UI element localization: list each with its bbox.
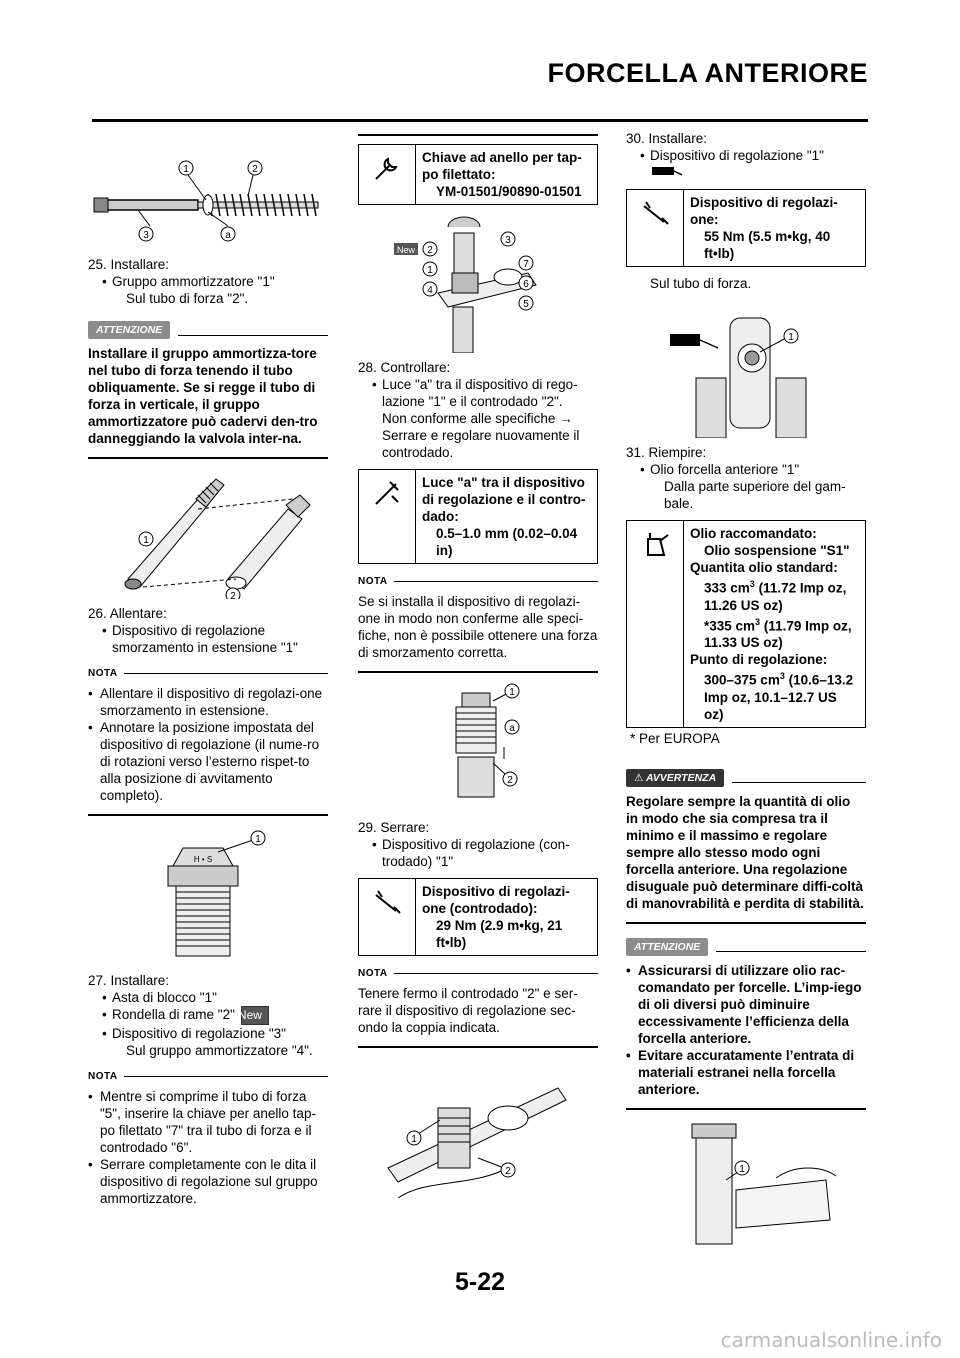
torque-wrench-icon (627, 190, 684, 266)
divider (358, 671, 598, 673)
figure-adjuster (88, 826, 328, 966)
nota4-text: Tenere fermo il controdado "2" e ser-rare il dispositivo di regolazione sec-ondo la coppia indicata. (358, 986, 578, 1035)
step-25-bullet: • Gruppo ammortizzatore "1" (88, 273, 328, 290)
divider (88, 457, 328, 459)
figure-oil-fill (626, 1120, 866, 1250)
step-26-bullet: • Dispositivo di regolazione smorzamento in estensione "1" (88, 622, 328, 656)
step-30-bullet: • Dispositivo di regolazione "1" (626, 147, 866, 164)
svg-text:2: 2 (505, 1166, 511, 1177)
attenzione-badge: ATTENZIONE (88, 321, 170, 339)
step-28-cont-1: Non conforme alle specifiche → (382, 411, 573, 426)
divider (358, 134, 598, 136)
nota-header-3: NOTA (358, 576, 598, 587)
svg-text:1: 1 (427, 265, 433, 276)
svg-text:a: a (509, 723, 515, 734)
step-28-bullet: • Luce "a" tra il dispositivo di rego-lazione "1" e il controdado "2". (358, 376, 598, 410)
figure-damper-assembly (88, 130, 328, 250)
callout-1: 1 (255, 834, 261, 845)
step-27-bullet-3: • Dispositivo di regolazione "3" (88, 1025, 328, 1042)
callout-2: 2 (252, 164, 258, 175)
attenzione2-item-1: • Assicurarsi di utilizzare olio rac-comandato per forcelle. L’imp-iego di oli diversi può diminuire eccessivamente l’efficienza della forcella anteriore. (626, 962, 866, 1047)
step-30-cont: Sul tubo di forza. (650, 276, 752, 291)
page-title: FORCELLA ANTERIORE (547, 58, 868, 88)
divider (358, 1046, 598, 1048)
step-25-title: 25. Installare: (88, 257, 170, 272)
nota3-text: Se si installa il dispositivo di regolazi-one in modo non conferme alle speci-fiche, non è possibile ottenere una forza di smorzamento corretta. (358, 594, 598, 660)
nota-header-2: NOTA (88, 1071, 328, 1082)
callout-2: 2 (230, 591, 236, 599)
attenzione2-item-2: • Evitare accuratamente l’entrata di materiali estranei nella forcella anteriore. (626, 1047, 866, 1098)
svg-text:7: 7 (523, 259, 529, 270)
step-29-bullet: • Dispositivo di regolazione (con-trodado) "1" (358, 836, 598, 870)
avvertenza-header (626, 769, 866, 787)
callout-3: 3 (143, 230, 149, 241)
step-31-title: 31. Riempire: (626, 445, 707, 460)
svg-text:4: 4 (427, 285, 433, 296)
nota1-item-2: • Annotare la posizione impostata del dispositivo di regolazione (il nume-ro di rotazioni verso l’esterno rispet-to alla posizione di avvitamento completo). (88, 719, 328, 804)
svg-text:1: 1 (411, 1134, 417, 1145)
step-31-cont: Dalla parte superiore del gam-bale. (664, 479, 846, 511)
step-28-title: 28. Controllare: (358, 360, 451, 375)
caliper-icon (359, 470, 416, 563)
callout-a: a (225, 230, 231, 241)
svg-text:2: 2 (507, 775, 513, 786)
figure-clearance (358, 683, 598, 813)
new-tag: New (241, 1006, 269, 1025)
watermark: carmanualsonline.info (720, 1328, 942, 1352)
attenzione-badge: ATTENZIONE (626, 938, 708, 956)
figure-locknut-wrench (358, 213, 598, 353)
column-middle (358, 130, 598, 1214)
step-29-title: 29. Serrare: (358, 820, 430, 835)
nota1-item-1: • Allentare il dispositivo di regolazi-one smorzamento in estensione. (88, 685, 328, 719)
svg-text:H • S: H • S (193, 855, 213, 864)
avvertenza-badge: ⚠ AVVERTENZA (626, 769, 724, 787)
divider (626, 1108, 866, 1110)
spec-box-oil: Olio raccomandato: Olio sospensione "S1" Quantita olio standard: 333 $cm^3$ (11.72 Imp oz, 11.26 US oz) *335 $cm^3$ (11.79 Imp oz, 11.33 US oz) Punto di regolazione: 300–375 $cm^3$ (10.6–13.2 Imp oz, 10.1–12.7 US oz) (626, 520, 866, 728)
spec-box-clearance: Luce "a" tra il dispositivo di regolazione e il contro- dado: 0.5–1.0 mm (0.02–0.04 in) (358, 469, 598, 564)
header-rule (92, 119, 868, 122)
callout-1: 1 (183, 164, 189, 175)
figure-tighten (358, 1058, 598, 1208)
oil-can-icon (627, 521, 684, 727)
nota2-item-2: • Serrare completamente con le dita il dispositivo di regolazione sul gruppo ammortizzatore. (88, 1156, 328, 1207)
column-left (88, 130, 328, 1207)
callout-1: 1 (143, 535, 149, 546)
step-26-title: 26. Allentare: (88, 606, 167, 621)
nota-header-4: NOTA (358, 968, 598, 979)
step-27-cont: Sul gruppo ammortizzatore "4". (126, 1043, 313, 1058)
attenzione-text-1: Installare il gruppo ammortizza-tore nel tubo di forza tenendo il tubo obliquamente. Se si regge il tubo di forza in verticale, il gruppo ammortizzatore può cadervi den-tro danneggiando la valvola inter-na. (88, 346, 318, 446)
page-number: 5-22 (454, 1268, 506, 1296)
new-tag: New (396, 245, 416, 255)
avvertenza-text: Regolare sempre la quantità di olio in modo che sia compresa tra il minimo e il massimo e regolare sempre allo stesso modo ogni forcella anteriore. Una regolazione disuguale può determinare diffi-coltà di manovrabilità e perdita di stabilità. (626, 793, 864, 911)
svg-text:6: 6 (523, 279, 529, 290)
figure-insert-damper (88, 469, 328, 599)
divider (626, 922, 866, 924)
step-27-bullet-1: • Asta di blocco "1" (88, 989, 328, 1006)
tool-icon (626, 164, 866, 181)
column-right (626, 130, 866, 1256)
svg-text:1: 1 (739, 1163, 745, 1175)
step-28-cont-2: Serrare e regolare nuovamente il controdado. (382, 428, 580, 460)
svg-text:1: 1 (509, 687, 515, 698)
spec-box-torque-2: Dispositivo di regolazi- one: 55 Nm (5.5 m•kg, 40 ft•lb) (626, 189, 866, 267)
attenzione-header-1 (88, 321, 328, 339)
step-31-bullet: • Olio forcella anteriore "1" (626, 461, 866, 478)
nota-header-1: NOTA (88, 668, 328, 679)
attenzione-header-2 (626, 938, 866, 956)
step-25-cont: Sul tubo di forza "2". (126, 291, 249, 306)
spec-box-torque-1: Dispositivo di regolazi- one (controdado): 29 Nm (2.9 m•kg, 21 ft•lb) (358, 878, 598, 956)
step-27-title: 27. Installare: (88, 973, 170, 988)
footnote: * Per EUROPA (630, 730, 720, 746)
nota2-item-1: • Mentre si comprime il tubo di forza "5", inserire la chiave per anello tap-po filettato "7" tra il tubo di forza e il controdado "6". (88, 1088, 328, 1156)
step-30-title: 30. Installare: (626, 131, 708, 146)
step-27-bullet-2: • Rondella di rame "2" New (88, 1006, 328, 1025)
figure-install-adjuster (626, 308, 866, 438)
svg-text:3: 3 (505, 235, 511, 246)
torque-wrench-icon (359, 879, 416, 955)
spec-box-tool: Chiave ad anello per tap- po filettato: YM-01501/90890-01501 (358, 144, 598, 205)
svg-text:2: 2 (427, 245, 433, 256)
wrench-icon (359, 145, 416, 204)
divider (88, 814, 328, 816)
svg-text:1: 1 (788, 332, 794, 343)
svg-text:5: 5 (523, 299, 529, 310)
